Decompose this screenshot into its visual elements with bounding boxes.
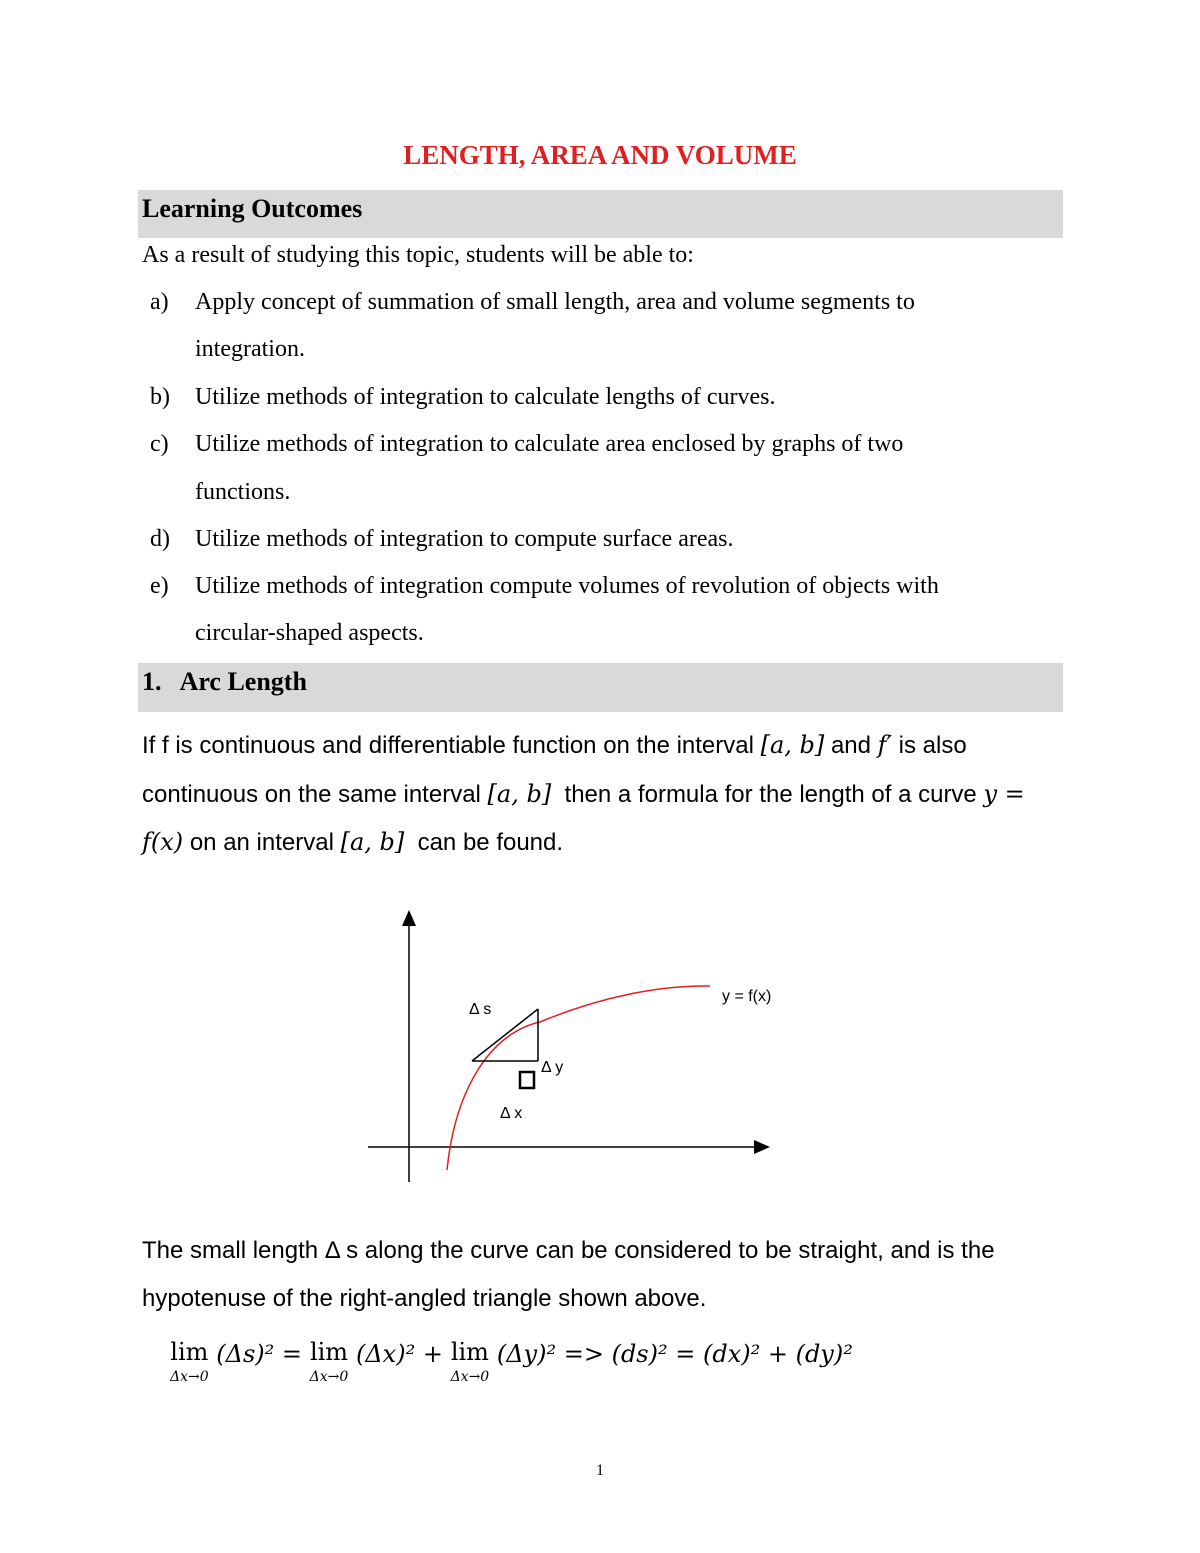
list-item-text: circular-shaped aspects. bbox=[195, 620, 424, 646]
paragraph-line: hypotenuse of the right-angled triangle shown above. bbox=[142, 1285, 707, 1312]
list-item-text: Utilize methods of integration compute volumes of revolution of objects with bbox=[195, 573, 939, 599]
list-item-text: integration. bbox=[195, 336, 305, 362]
page-title: LENGTH, AREA AND VOLUME bbox=[403, 140, 797, 170]
paragraph-line: If f is continuous and differentiable function on the interval [a, b] and f′ is also bbox=[142, 731, 967, 759]
curve-label: y = f(x) bbox=[722, 988, 772, 1005]
arc-length-equation: lim Δx→0 (Δs)² = lim Δx→0 (Δx)² + lim Δx→0 (Δy)² => (ds)² = (dx)² + (dy)² bbox=[170, 1338, 853, 1385]
limit-operator: lim Δx→0 bbox=[450, 1338, 490, 1385]
list-item-label: d) bbox=[150, 526, 170, 552]
learning-outcomes-intro: As a result of studying this topic, students will be able to: bbox=[142, 242, 694, 268]
list-item-text: Utilize methods of integration to calculate area enclosed by graphs of two bbox=[195, 431, 904, 457]
delta-x-label: Δ x bbox=[500, 1105, 523, 1122]
learning-outcomes-heading: Learning Outcomes bbox=[142, 194, 363, 223]
delta-y-label: Δ y bbox=[541, 1059, 564, 1076]
paragraph-line: f(x) on an interval [a, b] can be found. bbox=[142, 828, 564, 856]
x-axis-arrow-icon bbox=[754, 1140, 770, 1154]
delta-s-label: Δ s bbox=[469, 1001, 492, 1018]
list-item-label: c) bbox=[150, 431, 169, 457]
page-number: 1 bbox=[596, 1462, 604, 1479]
list-item-text: functions. bbox=[195, 479, 291, 505]
limit-operator: lim Δx→0 bbox=[170, 1338, 209, 1385]
list-item-label: e) bbox=[150, 573, 169, 599]
section-arc-length-heading: 1. Arc Length bbox=[142, 667, 307, 696]
list-item-label: a) bbox=[150, 289, 169, 315]
arc-length-diagram bbox=[340, 900, 800, 1200]
list-item-label: b) bbox=[150, 384, 170, 410]
list-item-text: Utilize methods of integration to calculate lengths of curves. bbox=[195, 384, 776, 410]
limit-operator: lim Δx→0 bbox=[309, 1338, 349, 1385]
paragraph-line: continuous on the same interval [a, b] then a formula for the length of a curve y = bbox=[142, 780, 1025, 808]
list-item-text: Utilize methods of integration to compute surface areas. bbox=[195, 526, 734, 552]
list-item-text: Apply concept of summation of small length, area and volume segments to bbox=[195, 289, 915, 315]
y-axis-arrow-icon bbox=[402, 910, 416, 926]
right-angle-marker bbox=[520, 1072, 534, 1088]
paragraph-line: The small length Δ s along the curve can be considered to be straight, and is the bbox=[142, 1237, 995, 1264]
